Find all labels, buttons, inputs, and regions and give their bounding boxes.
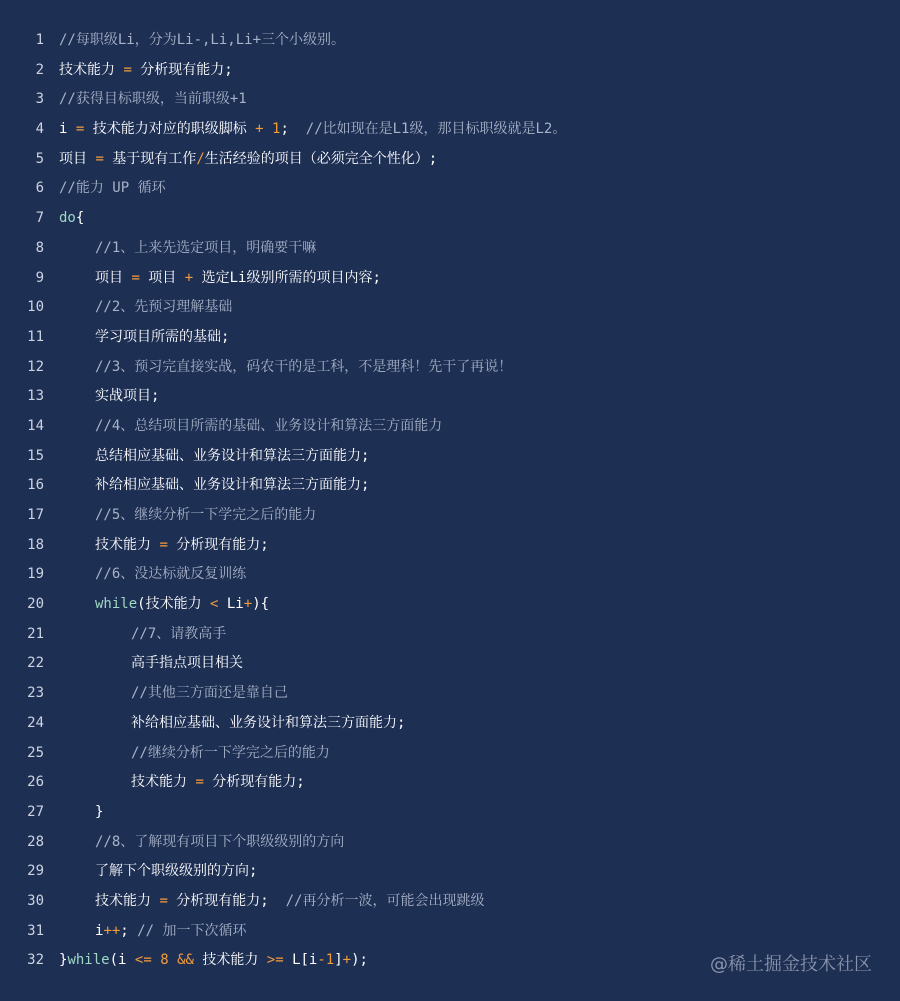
code-text: [264, 121, 272, 137]
code-line-content: [59, 204, 84, 234]
code-line-content: [59, 85, 247, 115]
line-number: 26: [27, 774, 44, 791]
code-line: [0, 264, 900, 294]
code-line-content: [95, 828, 344, 858]
code-line-content: [131, 739, 330, 769]
code-line: [0, 917, 900, 947]
code-comment: //获得目标职级，当前职级+1: [59, 91, 247, 108]
code-line: [0, 857, 900, 887]
code-number: 1: [272, 121, 281, 138]
line-number: 2: [35, 61, 44, 78]
code-operator: +: [243, 596, 253, 613]
code-line-content: [95, 531, 269, 561]
code-line: [0, 501, 900, 531]
code-line-content: [95, 471, 369, 501]
code-text: 分析现有能力;: [167, 536, 269, 553]
code-line-content: [59, 115, 566, 145]
code-comment: //2、先预习理解基础: [95, 299, 233, 316]
code-text: 学习项目所需的基础;: [95, 328, 230, 345]
code-operator: =: [195, 774, 204, 791]
line-number: 9: [35, 269, 44, 286]
code-line: [0, 26, 900, 56]
code-line: [0, 560, 900, 590]
code-line-content: [95, 293, 232, 323]
line-number: 25: [27, 744, 44, 761]
code-line-content: [59, 946, 368, 976]
code-text: 技术能力: [193, 952, 267, 969]
code-line-content: [59, 174, 166, 204]
line-number: 18: [27, 536, 44, 553]
code-text: 技术能力: [59, 61, 124, 78]
code-text: 技术能力: [131, 774, 196, 791]
code-text: i: [95, 922, 104, 939]
code-line: [0, 531, 900, 561]
line-number: 32: [27, 952, 44, 969]
code-text: 补给相应基础、业务设计和算法三方面能力;: [131, 714, 406, 731]
line-number: 31: [27, 922, 44, 939]
code-text: [169, 952, 177, 968]
code-line-content: [95, 412, 442, 442]
code-line: [0, 412, 900, 442]
code-line-content: [131, 709, 405, 739]
code-operator: -: [317, 952, 326, 969]
line-number: 15: [27, 447, 44, 464]
code-line-content: [95, 590, 269, 620]
line-number: 28: [27, 833, 44, 850]
code-text: 补给相应基础、业务设计和算法三方面能力;: [95, 477, 370, 494]
line-number: 29: [27, 863, 44, 880]
code-text: 选定Li级别所需的项目内容;: [193, 269, 381, 286]
code-line-content: [95, 917, 246, 947]
code-line-content: [95, 323, 229, 353]
line-number: 12: [27, 358, 44, 375]
code-text: ]: [334, 952, 343, 969]
code-line: [0, 442, 900, 472]
code-lines: [0, 26, 900, 976]
line-number: 27: [27, 803, 44, 820]
code-line: [0, 56, 900, 86]
line-number: 5: [35, 150, 44, 167]
code-line: [0, 85, 900, 115]
code-operator: /: [196, 150, 205, 167]
code-text: i: [59, 121, 76, 138]
code-comment: // 加一下次循环: [137, 922, 247, 939]
code-text: 技术能力: [95, 536, 160, 553]
line-number: 22: [27, 655, 44, 672]
code-line: [0, 798, 900, 828]
code-line: [0, 293, 900, 323]
code-text: 分析现有能力;: [167, 892, 286, 909]
code-line: [0, 590, 900, 620]
code-comment: //4、总结项目所需的基础、业务设计和算法三方面能力: [95, 417, 443, 434]
line-number: 17: [27, 507, 44, 523]
code-text: ){: [252, 596, 270, 613]
code-operator: +: [342, 952, 352, 969]
code-line-content: [131, 679, 288, 709]
code-text: 高手指点项目相关: [131, 655, 243, 672]
line-number: 16: [27, 477, 44, 494]
code-line: [0, 174, 900, 204]
code-comment: //继续分析一下学完之后的能力: [131, 744, 330, 761]
code-operator: <: [210, 596, 219, 613]
code-line: [0, 887, 900, 917]
code-text: (技术能力: [137, 596, 211, 613]
code-text: Li: [218, 596, 244, 613]
code-text: 实战项目;: [95, 388, 160, 405]
code-line-content: [95, 442, 369, 472]
code-line: [0, 145, 900, 175]
code-text: 项目: [139, 269, 185, 286]
code-comment: //比如现在是L1级，那目标职级就是L2。: [305, 121, 567, 138]
code-text: 分析现有能力;: [203, 774, 305, 791]
line-number: 19: [27, 566, 44, 583]
code-text: 项目: [95, 269, 132, 286]
code-operator: +: [255, 121, 264, 138]
code-line-content: [95, 501, 316, 531]
code-line-content: [95, 560, 246, 590]
line-number: 11: [27, 328, 44, 345]
line-number: 21: [27, 625, 44, 642]
code-operator: =: [131, 269, 140, 286]
line-number: 23: [27, 685, 44, 702]
line-number: 6: [35, 180, 44, 197]
code-line-content: [59, 56, 233, 86]
code-line-content: [95, 353, 512, 383]
code-line-content: [95, 382, 159, 412]
code-text: }: [59, 952, 68, 969]
code-text: 生活经验的项目（必须完全个性化）;: [204, 150, 438, 167]
code-line-content: [95, 857, 257, 887]
code-line: [0, 649, 900, 679]
code-comment: //5、继续分析一下学完之后的能力: [95, 507, 317, 523]
code-operator: =: [123, 61, 132, 78]
line-number: 14: [27, 417, 44, 434]
code-text: 技术能力对应的职级脚标: [84, 121, 256, 138]
code-comment: //7、请教高手: [131, 625, 227, 642]
code-number: 1: [325, 952, 335, 969]
code-text: 总结相应基础、业务设计和算法三方面能力;: [95, 447, 370, 464]
code-text: );: [351, 952, 368, 969]
code-text: ;: [120, 922, 138, 939]
code-line: [0, 679, 900, 709]
code-line: [0, 709, 900, 739]
code-comment: //1、上来先选定项目，明确要干嘛: [95, 239, 317, 256]
code-line: [0, 382, 900, 412]
code-text: 分析现有能力;: [131, 61, 233, 78]
code-text: 技术能力: [95, 892, 160, 909]
code-comment: //6、没达标就反复训练: [95, 566, 247, 583]
code-text: L[i: [283, 952, 318, 969]
code-operator: <=: [134, 952, 152, 969]
code-comment: //再分析一波，可能会出现跳级: [285, 892, 485, 909]
line-number: 20: [27, 596, 44, 613]
code-operator: ++: [103, 922, 121, 939]
code-line: [0, 353, 900, 383]
code-keyword: while: [67, 952, 110, 969]
code-operator: +: [184, 269, 194, 286]
code-line-content: [131, 768, 305, 798]
code-comment: //能力 UP 循环: [59, 180, 166, 197]
code-line-content: [95, 798, 103, 828]
watermark: @稀土掘金技术社区: [710, 954, 872, 975]
code-comment: //其他三方面还是靠自己: [131, 685, 288, 702]
code-line-content: [59, 145, 437, 175]
code-line-content: [131, 649, 243, 679]
code-text: [152, 952, 160, 968]
line-number: 4: [35, 121, 44, 138]
code-text: 基于现有工作: [103, 150, 197, 167]
code-line: [0, 739, 900, 769]
code-text: {: [75, 210, 85, 227]
code-comment: //3、预习完直接实战，码农干的是工科，不是理科！先干了再说！: [95, 358, 513, 375]
code-line: [0, 234, 900, 264]
code-line: [0, 471, 900, 501]
code-operator: =: [75, 121, 85, 138]
code-keyword: while: [95, 596, 138, 613]
code-line: [0, 204, 900, 234]
code-operator: =: [159, 892, 168, 909]
code-line: [0, 828, 900, 858]
line-number: 13: [27, 388, 44, 405]
code-line-content: [131, 620, 226, 650]
code-line-content: [59, 26, 345, 56]
line-number: 24: [27, 714, 44, 731]
line-number: 1: [35, 32, 44, 48]
code-line: [0, 115, 900, 145]
code-line: [0, 620, 900, 650]
code-text: }: [95, 803, 104, 820]
line-number: 10: [27, 299, 44, 316]
code-operator: =: [95, 150, 104, 167]
code-line-content: [95, 264, 381, 294]
code-line-content: [95, 234, 316, 264]
code-line-content: [95, 887, 484, 917]
line-number: 30: [27, 892, 44, 909]
line-number: 8: [35, 239, 44, 256]
code-comment: //每职级Li，分为Li-,Li,Li+三个小级别。: [59, 32, 346, 48]
code-text: 了解下个职级级别的方向;: [95, 863, 258, 880]
code-text: ;: [280, 121, 306, 138]
code-comment: //8、了解现有项目下个职级级别的方向: [95, 833, 345, 850]
code-text: 项目: [59, 150, 96, 167]
line-number: 3: [35, 91, 44, 108]
code-operator: >=: [266, 952, 284, 969]
line-number: 7: [35, 210, 44, 227]
code-operator: &&: [177, 952, 194, 969]
code-keyword: do: [59, 210, 76, 227]
code-operator: =: [159, 536, 168, 553]
code-line: [0, 323, 900, 353]
code-line: [0, 768, 900, 798]
code-number: 8: [160, 952, 169, 969]
code-text: (i: [109, 952, 135, 969]
